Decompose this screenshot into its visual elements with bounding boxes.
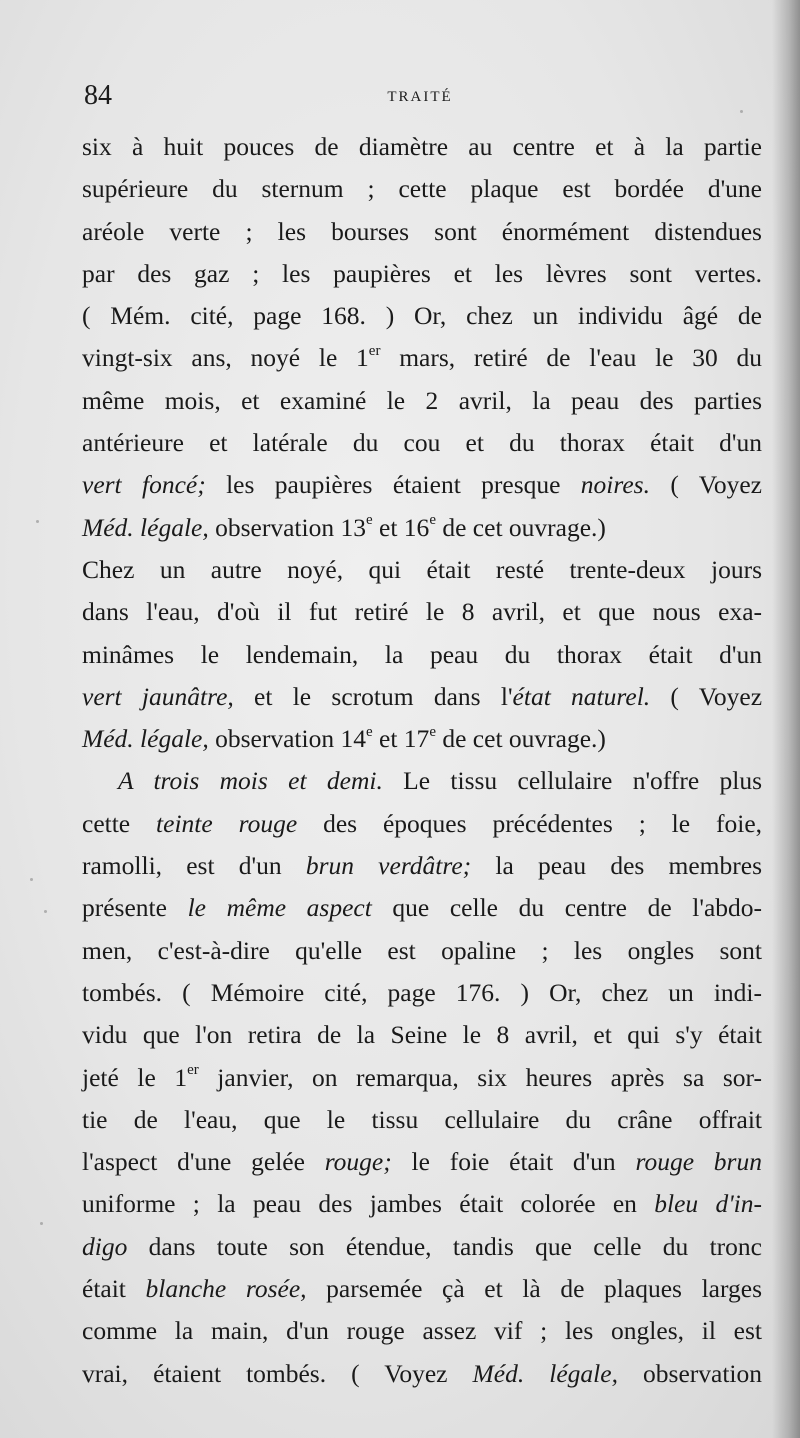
italic-text: noires. <box>580 470 650 500</box>
italic-text: Méd. légale, <box>82 512 209 542</box>
text-segment: observation 13 <box>208 512 366 542</box>
text-line <box>82 676 762 718</box>
text-segment: cette <box>82 808 157 838</box>
text-segment: le foie était d'un <box>391 1147 636 1177</box>
text-segment: aréole verte ; les bourses sont énormément distendues <box>82 216 762 246</box>
paper-speck <box>740 110 743 113</box>
text-segment: men, c'est-à-dire qu'elle est opaline ; les ongles sont <box>82 935 762 965</box>
text-line <box>82 1226 762 1268</box>
text-segment: observation 14 <box>208 724 366 754</box>
paper-speck <box>40 1222 43 1225</box>
text-line <box>82 803 762 845</box>
text-line <box>82 1353 762 1395</box>
italic-text: Méd. légale, <box>472 1358 618 1388</box>
text-segment: supérieure du sternum ; cette plaque est bordée d'une <box>82 174 762 204</box>
italic-text: bleu d'in- <box>654 1189 762 1219</box>
text-segment: uniforme ; la peau des jambes était colorée en <box>82 1189 655 1219</box>
text-line <box>82 422 762 464</box>
page-header <box>0 80 800 120</box>
text-segment: présente <box>82 893 188 923</box>
text-line <box>82 1310 762 1352</box>
italic-text: digo <box>82 1231 128 1261</box>
text-segment: observation <box>617 1358 762 1388</box>
superscript: er <box>187 1062 199 1079</box>
text-line <box>82 337 762 379</box>
superscript: e <box>365 723 373 740</box>
italic-text: A trois mois et demi. <box>118 766 383 796</box>
text-segment: ( Voyez <box>649 470 762 500</box>
text-line <box>82 211 762 253</box>
text-line <box>82 845 762 887</box>
text-line <box>82 972 762 1014</box>
text-segment: par des gaz ; les paupières et les lèvres sont vertes. <box>82 258 762 288</box>
text-segment: comme la main, d'un rouge assez vif ; les ongles, il est <box>82 1316 762 1346</box>
text-segment: vrai, étaient tombés. ( Voyez <box>82 1358 473 1388</box>
text-segment: dans toute son étendue, tandis que celle du tronc <box>127 1231 762 1261</box>
text-line <box>82 1057 762 1099</box>
italic-text: rouge; <box>324 1147 392 1177</box>
text-line <box>82 380 762 422</box>
text-line <box>82 168 762 210</box>
text-segment: tombés. ( Mémoire cité, page 176. ) Or, chez un indi- <box>82 977 762 1007</box>
text-line <box>82 760 762 802</box>
italic-text: brun verdâtre; <box>305 851 472 881</box>
text-segment: l'aspect d'une gelée <box>82 1147 325 1177</box>
text-line <box>82 253 762 295</box>
paper-speck <box>30 878 33 881</box>
text-segment: et le scrotum dans l' <box>233 681 513 711</box>
text-line <box>82 1141 762 1183</box>
running-head: TRAITÉ <box>387 89 453 105</box>
text-line <box>82 718 762 760</box>
text-segment: et 16 <box>372 512 430 542</box>
italic-text: vert foncé; <box>82 470 206 500</box>
page-number: 84 <box>84 80 112 111</box>
text-segment: tie de l'eau, que le tissu cellulaire du crâne offrait <box>82 1104 762 1134</box>
text-segment: ( Voyez <box>650 681 763 711</box>
text-line <box>82 1183 762 1225</box>
text-line <box>82 126 762 168</box>
text-segment: vidu que l'on retira de la Seine le 8 avril, et qui s'y était <box>82 1020 762 1050</box>
superscript: e <box>365 512 373 529</box>
text-segment: antérieure et latérale du cou et du thorax était d'un <box>82 428 762 458</box>
superscript: e <box>429 723 436 740</box>
text-line <box>82 930 762 972</box>
body-text <box>82 126 762 1395</box>
text-segment: et 17 <box>372 724 430 754</box>
text-line <box>82 464 762 506</box>
paper-speck <box>36 520 39 523</box>
text-segment: de cet ouvrage.) <box>435 512 606 542</box>
text-segment: dans l'eau, d'où il fut retiré le 8 avril, et que nous exa- <box>82 597 762 627</box>
text-line <box>82 295 762 337</box>
text-segment: parsemée çà et là de plaques larges <box>306 1274 762 1304</box>
text-segment: même mois, et examiné le 2 avril, la peau des parties <box>82 385 762 415</box>
italic-text: Méd. légale, <box>82 724 209 754</box>
text-line <box>82 1099 762 1141</box>
text-segment: mars, retiré de l'eau le 30 du <box>380 343 762 373</box>
text-line <box>82 591 762 633</box>
text-segment: Chez un autre noyé, qui était resté trente-deux jours <box>82 554 762 584</box>
text-segment: Le tissu cellulaire n'offre plus <box>382 766 762 796</box>
text-line <box>82 887 762 929</box>
text-segment: la peau des membres <box>471 851 762 881</box>
text-segment: que celle du centre de l'abdo- <box>371 893 762 923</box>
italic-text: état naturel. <box>512 681 651 711</box>
text-line <box>82 1014 762 1056</box>
text-segment: des époques précédentes ; le foie, <box>297 808 763 838</box>
text-line <box>82 549 762 591</box>
text-segment: jeté le 1 <box>82 1062 188 1092</box>
italic-text: le même aspect <box>187 893 372 923</box>
text-segment: les paupières étaient presque <box>205 470 581 500</box>
text-segment: vingt-six ans, noyé le 1 <box>82 343 369 373</box>
superscript: er <box>368 342 381 359</box>
superscript: e <box>429 512 436 529</box>
text-segment: minâmes le lendemain, la peau du thorax était d'un <box>82 639 762 669</box>
italic-text: rouge brun <box>635 1147 762 1177</box>
text-line <box>82 634 762 676</box>
text-segment: de cet ouvrage.) <box>435 724 606 754</box>
page-edge-shadow <box>772 0 800 1438</box>
text-line <box>82 507 762 549</box>
italic-text: vert jaunâtre, <box>82 681 234 711</box>
text-segment: était <box>82 1274 146 1304</box>
paper-speck <box>44 910 47 913</box>
text-segment: ( Mém. cité, page 168. ) Or, chez un individu âgé de <box>82 301 762 331</box>
text-segment: six à huit pouces de diamètre au centre et à la partie <box>82 132 762 161</box>
text-segment: janvier, on remarqua, six heures après sa sor- <box>198 1062 762 1092</box>
text-line <box>82 1268 762 1310</box>
text-segment: ramolli, est d'un <box>82 851 306 881</box>
italic-text: blanche rosée, <box>145 1274 307 1304</box>
italic-text: teinte rouge <box>156 808 298 838</box>
